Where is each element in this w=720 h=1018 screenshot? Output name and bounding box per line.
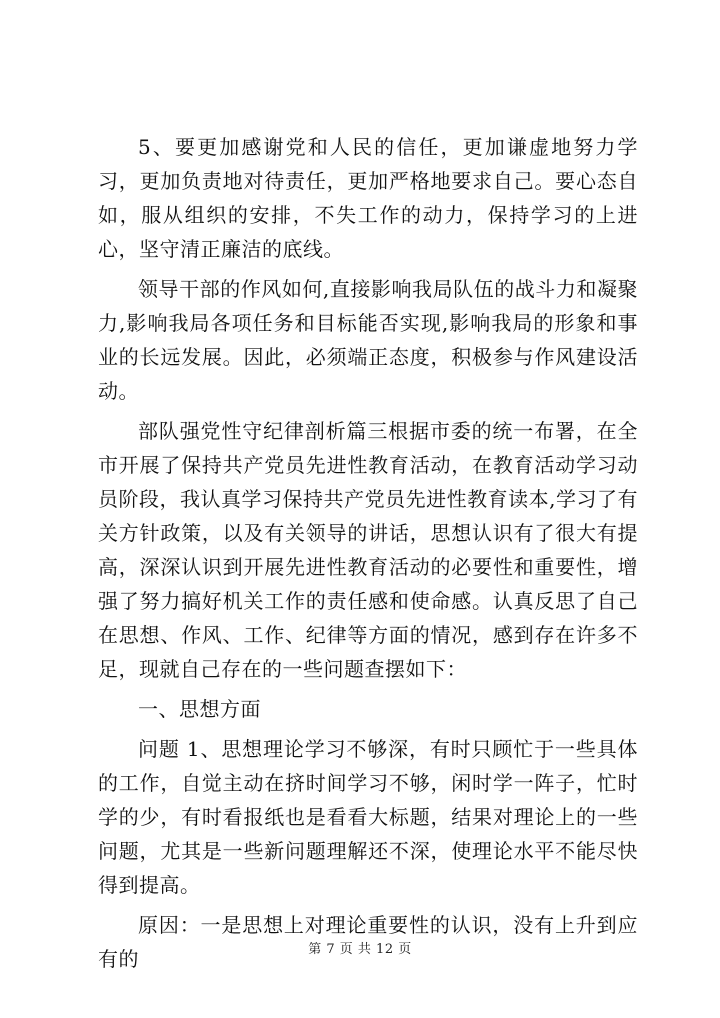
paragraph-gratitude: 5、要更加感谢党和人民的信任，更加谦虚地努力学习，更加负责地对待责任，更加严格地要求自己。要心态自如，服从组织的安排，不失工作的动力，保持学习的上进心，坚守清正廉洁的底线。: [98, 135, 638, 261]
paragraph-self-analysis-intro: 部队强党性守纪律剖析篇三根据市委的统一布署，在全市开展了保持共产党员先进性教育活动，在教育活动学习动员阶段，我认真学习保持共产党员先进性教育读本,学习了有关方针政策，以及有关领导的讲话，思想认识有了很大有提高，深深认识到开展先进性教育活动的必要性和重要性，增强了努力搞好机关工作的责任感和使命感。认真反思了自己在思想、作风、工作、纪律等方面的情况，感到存在许多不足，现就自己存在的一些问题查摆如下：: [98, 419, 638, 681]
page-number-footer: 第 7 页 共 12 页: [308, 942, 412, 957]
paragraph-problem-1: 问题 1、思想理论学习不够深，有时只顾忙于一些具体的工作，自觉主动在挤时间学习不够，闲时学一阵子，忙时学的少，有时看报纸也是看看大标题，结果对理论上的一些问题，尤其是一些新问题理解还不深，使理论水平不能尽快得到提高。: [98, 737, 638, 897]
paragraph-leadership-style: 领导干部的作风如何,直接影响我局队伍的战斗力和凝聚力,影响我局各项任务和目标能否实现,影响我局的形象和事业的长远发展。因此，必须端正态度，积极参与作风建设活动。: [98, 277, 638, 403]
paragraph-reason: 原因：一是思想上对理论重要性的认识，没有上升到应有的: [98, 913, 638, 971]
section-heading-thinking: 一、思想方面: [138, 697, 261, 721]
document-body: [98, 130, 638, 982]
